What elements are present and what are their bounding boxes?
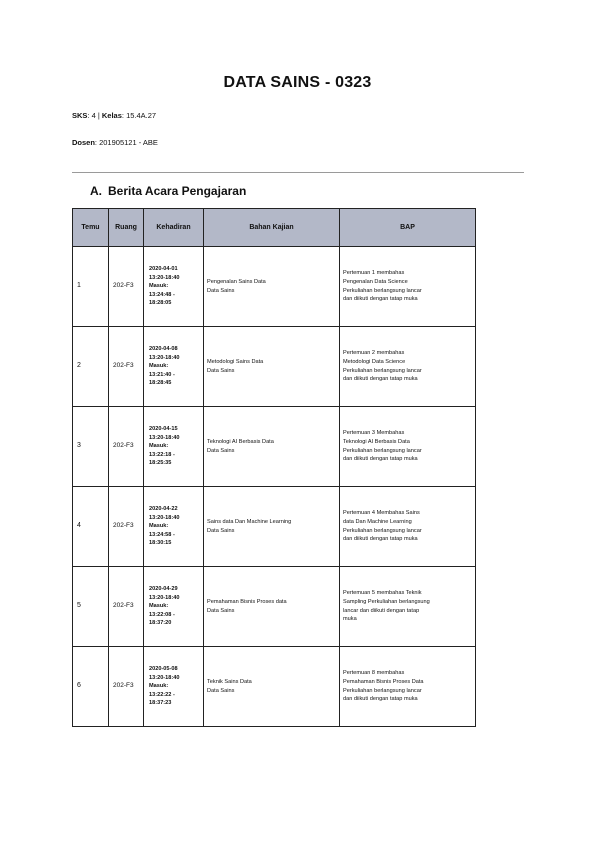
cell-bap-line: Metodologi Data Science bbox=[343, 358, 406, 365]
table-header-row bbox=[73, 209, 476, 247]
cell-kehadiran bbox=[144, 407, 204, 487]
cell-kehadiran-line: 2020-04-22 bbox=[149, 505, 178, 512]
course-info bbox=[72, 111, 156, 120]
cell-bahan-kajian-line: Teknik Sains Data bbox=[207, 678, 252, 685]
divider bbox=[72, 172, 524, 173]
cell-bap-line: Perkuliahan berlangsung lancar bbox=[343, 367, 422, 374]
dosen-label: Dosen bbox=[72, 138, 95, 147]
cell-bap bbox=[340, 327, 476, 407]
cell-bap-line: Pertemuan 4 Membahas Sains bbox=[343, 510, 420, 517]
cell-kehadiran-line: 18:30:15 bbox=[149, 540, 172, 547]
cell-kehadiran-line: 13:20-18:40 bbox=[149, 674, 180, 681]
cell-bap-line: Sampling Perkuliahan berlangsung bbox=[343, 598, 430, 605]
table-row bbox=[73, 407, 476, 487]
cell-bahan-kajian-line: Data Sains bbox=[207, 527, 235, 534]
cell-kehadiran-line: 13:22:08 - bbox=[149, 611, 175, 618]
cell-bahan-kajian bbox=[204, 647, 340, 727]
cell-kehadiran-line: Masuk: bbox=[149, 683, 169, 690]
cell-kehadiran-line: 13:22:22 - bbox=[149, 691, 175, 698]
cell-temu: 2 bbox=[73, 327, 109, 407]
cell-bahan-kajian bbox=[204, 407, 340, 487]
cell-bap-line: Perkuliahan berlangsung lancar bbox=[343, 687, 422, 694]
cell-temu: 6 bbox=[73, 647, 109, 727]
table-row bbox=[73, 647, 476, 727]
cell-kehadiran-line: 18:25:35 bbox=[149, 460, 172, 467]
cell-ruang: 202-F3 bbox=[109, 247, 144, 327]
cell-kehadiran bbox=[144, 487, 204, 567]
cell-bap bbox=[340, 407, 476, 487]
cell-kehadiran-line: 13:24:48 - bbox=[149, 291, 175, 298]
cell-bahan-kajian-line: Data Sains bbox=[207, 687, 235, 694]
cell-temu: 4 bbox=[73, 487, 109, 567]
cell-kehadiran bbox=[144, 647, 204, 727]
cell-kehadiran-line: 13:21:40 - bbox=[149, 371, 175, 378]
page-title: DATA SAINS - 0323 bbox=[223, 74, 372, 91]
cell-kehadiran-line: 2020-04-15 bbox=[149, 425, 178, 432]
cell-bap-line: Pemahaman Bisnis Proses Data bbox=[343, 678, 424, 685]
cell-kehadiran-line: 13:20-18:40 bbox=[149, 434, 180, 441]
cell-kehadiran-line: Masuk: bbox=[149, 523, 169, 530]
section-heading bbox=[90, 184, 246, 198]
cell-bap-line: Perkuliahan berlangsung lancar bbox=[343, 287, 422, 294]
cell-bap bbox=[340, 487, 476, 567]
cell-bap-line: dan diikuti dengan tatap muka bbox=[343, 376, 418, 383]
table-row bbox=[73, 567, 476, 647]
cell-ruang: 202-F3 bbox=[109, 327, 144, 407]
kelas-label: Kelas bbox=[101, 111, 122, 120]
cell-kehadiran-line: 2020-05-08 bbox=[149, 665, 178, 672]
cell-bap-line: lancar dan diikuti dengan tatap bbox=[343, 607, 420, 614]
cell-bap-line: Pertemuan 5 membahas Teknik bbox=[343, 590, 422, 597]
cell-bap-line: Teknologi AI Berbasis Data bbox=[343, 438, 410, 445]
cell-temu: 5 bbox=[73, 567, 109, 647]
cell-kehadiran bbox=[144, 247, 204, 327]
cell-bap bbox=[340, 647, 476, 727]
header-temu: Temu bbox=[73, 209, 109, 247]
cell-kehadiran-line: 2020-04-29 bbox=[149, 585, 178, 592]
cell-bap-line: dan diikuti dengan tatap muka bbox=[343, 536, 418, 543]
teaching-log-table bbox=[72, 208, 476, 727]
cell-bahan-kajian bbox=[204, 567, 340, 647]
cell-bahan-kajian-line: Data Sains bbox=[207, 607, 235, 614]
sks-value: : 4 | bbox=[87, 111, 102, 120]
cell-ruang: 202-F3 bbox=[109, 407, 144, 487]
cell-bahan-kajian bbox=[204, 327, 340, 407]
cell-bap-line: Pengenalan Data Science bbox=[343, 278, 408, 285]
cell-bahan-kajian-line: Data Sains bbox=[207, 447, 235, 454]
table-row bbox=[73, 327, 476, 407]
cell-kehadiran-line: 18:28:45 bbox=[149, 380, 172, 387]
cell-bahan-kajian-line: Data Sains bbox=[207, 367, 235, 374]
cell-bap-line: dan diikuti dengan tatap muka bbox=[343, 696, 418, 703]
cell-temu: 3 bbox=[73, 407, 109, 487]
kelas-value: : 15.4A.27 bbox=[121, 111, 157, 120]
header-kehadiran: Kehadiran bbox=[144, 209, 204, 247]
cell-bahan-kajian-line: Pemahaman Bisnis Proses data bbox=[207, 598, 287, 605]
cell-ruang: 202-F3 bbox=[109, 647, 144, 727]
cell-bahan-kajian bbox=[204, 487, 340, 567]
cell-kehadiran-line: 18:37:23 bbox=[149, 700, 172, 707]
cell-bap-line: Pertemuan 3 Membahas bbox=[343, 430, 405, 437]
cell-bahan-kajian-line: Metodologi Sains Data bbox=[207, 358, 264, 365]
cell-kehadiran-line: 13:22:18 - bbox=[149, 451, 175, 458]
cell-kehadiran-line: Masuk: bbox=[149, 283, 169, 290]
cell-kehadiran-line: 13:20-18:40 bbox=[149, 594, 180, 601]
header-bap: BAP bbox=[340, 209, 476, 247]
cell-ruang: 202-F3 bbox=[109, 487, 144, 567]
lecturer-info bbox=[72, 138, 158, 147]
table-row bbox=[73, 247, 476, 327]
cell-bap-line: Perkuliahan berlangsung lancar bbox=[343, 447, 422, 454]
cell-kehadiran-line: 18:37:20 bbox=[149, 620, 172, 627]
cell-kehadiran-line: 13:20-18:40 bbox=[149, 514, 180, 521]
section-number: A. bbox=[90, 184, 102, 198]
cell-kehadiran-line: 18:28:05 bbox=[149, 300, 172, 307]
cell-kehadiran-line: 13:20-18:40 bbox=[149, 354, 180, 361]
cell-kehadiran bbox=[144, 567, 204, 647]
cell-bap-line: Pertemuan 8 membahas bbox=[343, 670, 405, 677]
cell-kehadiran-line: 2020-04-08 bbox=[149, 345, 178, 352]
cell-bap-line: muka bbox=[343, 616, 357, 623]
cell-kehadiran-line: Masuk: bbox=[149, 443, 169, 450]
cell-temu: 1 bbox=[73, 247, 109, 327]
cell-kehadiran-line: 13:20-18:40 bbox=[149, 274, 180, 281]
cell-bahan-kajian-line: Teknologi AI Berbasis Data bbox=[207, 438, 274, 445]
table-row bbox=[73, 487, 476, 567]
cell-bap bbox=[340, 567, 476, 647]
cell-bahan-kajian bbox=[204, 247, 340, 327]
cell-bap-line: dan diikuti dengan tatap muka bbox=[343, 456, 418, 463]
cell-bap-line: Pertemuan 2 membahas bbox=[343, 350, 405, 357]
cell-bahan-kajian-line: Data Sains bbox=[207, 287, 235, 294]
cell-kehadiran-line: 2020-04-01 bbox=[149, 265, 178, 272]
cell-bap-line: data Dan Machine Learning bbox=[343, 518, 412, 525]
dosen-value: : 201905121 - ABE bbox=[94, 138, 158, 147]
sks-label: SKS bbox=[72, 111, 88, 120]
cell-bahan-kajian-line: Pengenalan Sains Data bbox=[207, 278, 266, 285]
section-title: Berita Acara Pengajaran bbox=[108, 184, 247, 198]
header-ruang: Ruang bbox=[109, 209, 144, 247]
cell-ruang: 202-F3 bbox=[109, 567, 144, 647]
header-bahan-kajian: Bahan Kajian bbox=[204, 209, 340, 247]
cell-bap-line: Pertemuan 1 membahas bbox=[343, 270, 405, 277]
cell-kehadiran bbox=[144, 327, 204, 407]
cell-bahan-kajian-line: Sains data Dan Machine Learning bbox=[207, 518, 292, 525]
cell-kehadiran-line: Masuk: bbox=[149, 363, 169, 370]
cell-bap-line: Perkuliahan berlangsung lancar bbox=[343, 527, 422, 534]
cell-kehadiran-line: 13:24:58 - bbox=[149, 531, 175, 538]
cell-kehadiran-line: Masuk: bbox=[149, 603, 169, 610]
cell-bap-line: dan diikuti dengan tatap muka bbox=[343, 296, 418, 303]
cell-bap bbox=[340, 247, 476, 327]
